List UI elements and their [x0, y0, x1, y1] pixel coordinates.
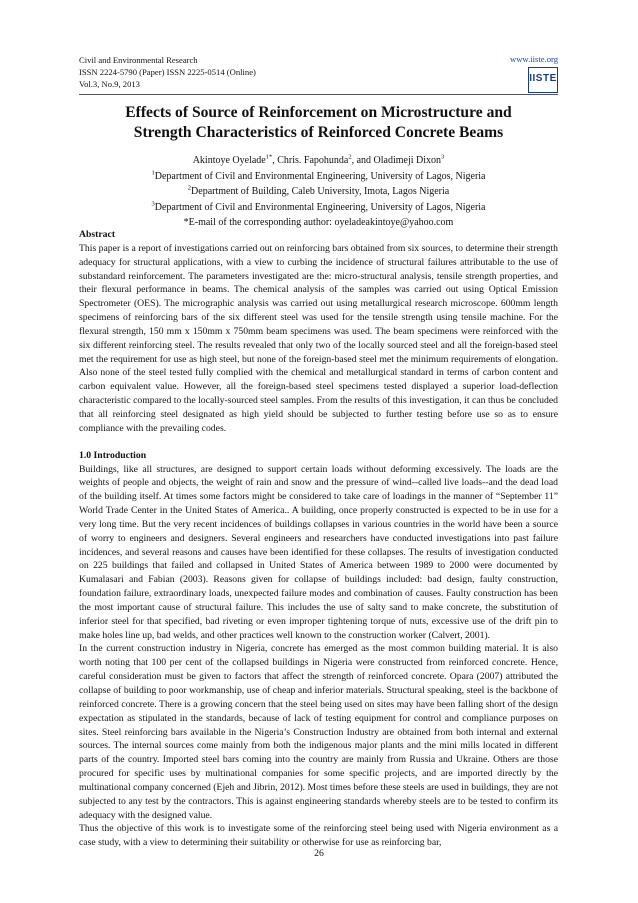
corresponding-email: *E-mail of the corresponding author: oyeladeakintoye@yahoo.com [183, 217, 454, 228]
author-block [79, 153, 558, 231]
author-1: Akintoye Oyelade [192, 155, 266, 166]
journal-issn: ISSN 2224-5790 (Paper) ISSN 2225-0514 (Online) [79, 67, 256, 77]
affiliation-2-sup: 2 [187, 184, 192, 192]
journal-website-link[interactable]: www.iiste.org [510, 54, 558, 64]
intro-paragraph-1: Buildings, like all structures, are designed to support certain loads without deforming excessively. The loads are the weights of people and objects, the weight of rain and snow and the pressure of wind--called live loads--and the dead load of the building itself. At times some factors might be considered to take care of loadings in the manner of “September 11” World Trade Center in the United States of America.. A building, once properly constructed is expected to be in use for a very long time. But the very recent incidences of buildings collapses in various countries in the world have been a source of worry to engineers and designers. Several engineers and researchers have conducted investigations into past failure incidences, and several reasons and causes have been identified for these collapses. The results of investigation conducted on 225 buildings that failed and collapsed in United States of America between 1989 to 2000 were documented by Kumalasari and Fabian (2003). Reasons given for collapse of buildings included: bad design, faulty construction, foundation failure, extraordinary loads, unexpected failure modes and combination of causes. Faulty construction has been the most important cause of structural failure. This includes the use of salty sand to make concrete, the substitution of inferior steel for that specified, bad riveting or even improper tightening torque of nuts, excessive use of the drift pin to make holes line up, bad welds, and other practices well known to the construction worker (Calvert, 2001). [79, 463, 558, 641]
journal-header [79, 54, 256, 90]
intro-paragraph-3: Thus the objective of this work is to investigate some of the reinforcing steel being used with Nigeria environment as a case study, with a view to determining their suitability or otherwise for use as reinforcing bar, [79, 823, 558, 849]
paper-body [79, 228, 558, 850]
intro-paragraph-2: In the current construction industry in Nigeria, concrete has emerged as the most common building material. It is also worth noting that 100 per cent of the collapsed buildings in Nigeria were constructed from reinforced concrete. Hence, careful consideration must be given to factors that affect the strength of reinforced concrete. Opara (2007) attributed the collapse of building to poor workmanship, use of cheap and inferior materials. Structural speaking, steel is the backbone of reinforced concrete. There is a growing concern that the steel being used on sites may have been falling short of the design expectation as stipulated in the standards, because of lack of testing equipment for control and compliance purposes on sites. Steel reinforcing bars available in the Nigeria’s Construction Industry are obtained from both internal and external sources. The internal sources come mainly from both the indigenous major plants and the mini mills located in different parts of the country. Imported steel bars coming into the country are mainly from Russia and Ukraine. Others are those procured for specific uses by multinational companies for some specific projects, and are imported directly by the multinational company concerned (Ejeh and Jibrin, 2012). Most times before these steels are used in buildings, they are not subjected to any test by the contractors. This is against engineering standards whereby steels are to be tested to confirm its adequacy with the designed value. [79, 643, 558, 821]
affiliation-2 [79, 184, 558, 200]
affiliation-3-text: Department of Civil and Environmental Engineering, University of Lagos, Nigeria [154, 201, 486, 213]
affiliation-1-sup: 1 [151, 169, 155, 177]
author-1-sup: 1* [265, 153, 273, 161]
affiliation-1-text: Department of Civil and Environmental Engineering, University of Lagos, Nigeria [154, 170, 486, 182]
author-names [79, 153, 558, 169]
affiliation-3 [79, 200, 558, 216]
intro-heading: 1.0 Introduction [79, 449, 147, 461]
paper-title [79, 103, 558, 143]
header-divider [79, 94, 558, 95]
author-3: , and Oladimeji Dixon [351, 155, 442, 166]
iiste-logo: IISTE [528, 67, 558, 93]
affiliation-1 [79, 169, 558, 185]
journal-name: Civil and Environmental Research [79, 55, 198, 65]
affiliation-3-sup: 3 [151, 200, 155, 208]
journal-volume: Vol.3, No.9, 2013 [79, 79, 140, 89]
affiliation-2-text: Department of Building, Caleb University, Imota, Lagos Nigeria [191, 186, 450, 197]
abstract-heading: Abstract [79, 229, 116, 240]
author-2-sup: 2 [348, 153, 352, 161]
author-2: , Chris. Fapohunda [272, 155, 349, 166]
page-number: 26 [314, 848, 324, 859]
title-line-2: Strength Characteristics of Reinforced Concrete Beams [133, 124, 504, 141]
author-3-sup: 3 [441, 153, 445, 161]
title-line-1: Effects of Source of Reinforcement on Microstructure and [125, 104, 512, 121]
abstract-text: This paper is a report of investigations carried out on reinforcing bars obtained from six sources, to determine their strength adequacy for structural applications, with a view to curbing the incidence of structural failures attributable to the use of substandard reinforcement. The parameters investigated are the: micro-structural analysis, tensile strength properties, and their flexural performance in beams. The chemical analysis of the samples was carried out using Optical Emission Spectrometer (OES). The micrographic analysis was carried out using metallurgical research microscope. 600mm length specimens of reinforcing bars of the six different steel was used for the tensile strength using tensile machine. For the flexural strength, 150 mm x 150mm x 750mm beam specimens was used. The beam specimens were reinforced with the six different reinforcing steel. The results revealed that only two of the locally sourced steel and all the foreign-based steel met the requirement for use as high steel, but none of the foreign-based steel met the minimum requirements of elongation. Also none of the steel tested fully complied with the chemical and metallurgical standard in terms of carbon content and carbon equivalent value. However, all the foreign-based steel specimens tested displayed a superior load-deflection characteristic compared to the locally-sourced steel samples. From the results of this investigation, it can thus be concluded that all reinforcing steel designated as high yield should be subjected to further testing before use so as to ensure compliance with the prevailing codes. [79, 242, 558, 434]
